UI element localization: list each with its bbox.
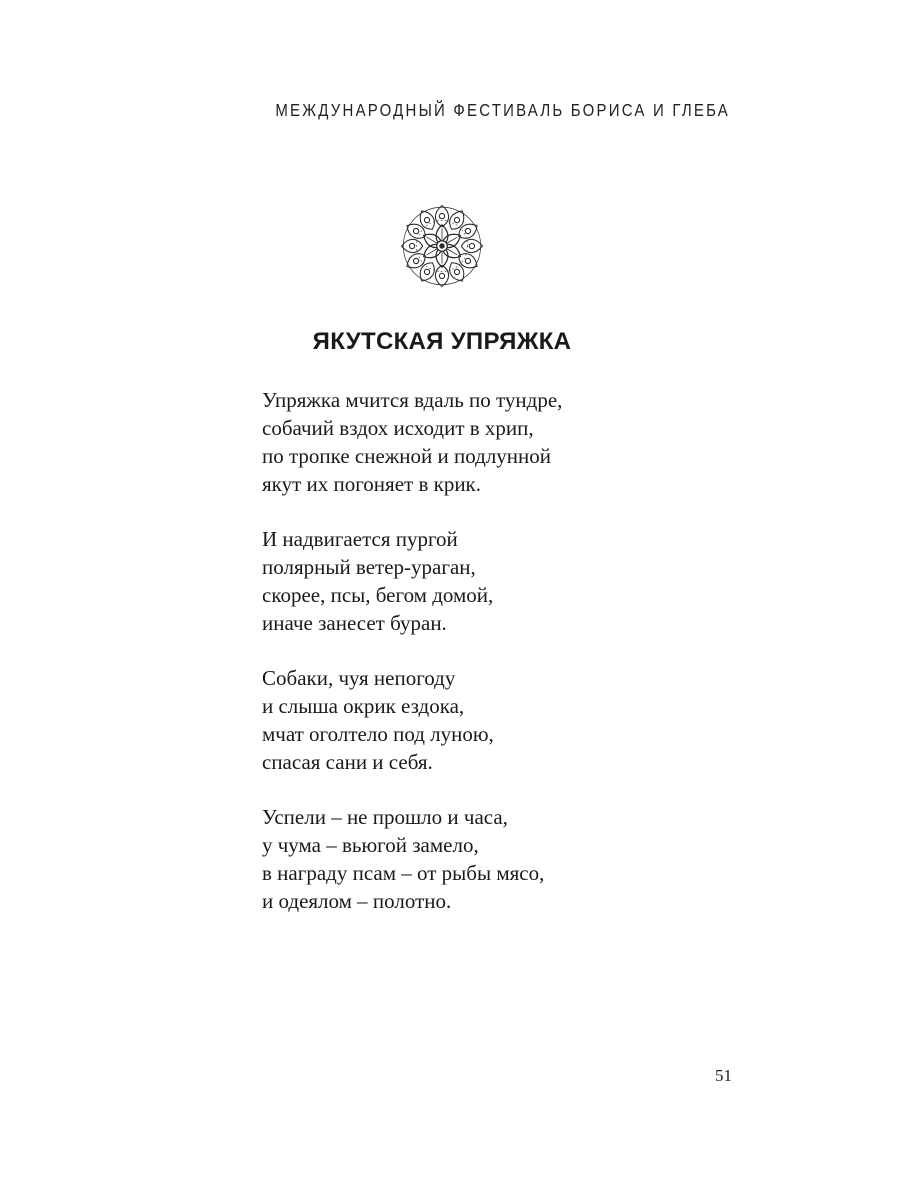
poem-line: и одеялом – полотно. <box>262 889 452 913</box>
running-header: МЕЖДУНАРОДНЫЙ ФЕСТИВАЛЬ БОРИСА И ГЛЕБА <box>275 101 730 121</box>
mandala-flower-icon <box>398 202 486 290</box>
poem-body <box>262 386 722 942</box>
poem-line: якут их погоняет в крик. <box>262 472 482 496</box>
stanza <box>262 525 722 637</box>
poem-line: по тропке снежной и подлунной <box>262 444 552 468</box>
stanza <box>262 664 722 776</box>
poem-line: в награду псам – от рыбы мясо, <box>262 861 545 885</box>
stanza <box>262 386 722 498</box>
stanza <box>262 803 722 915</box>
poem-line: скорее, псы, бегом домой, <box>262 583 494 607</box>
poem-line: Собаки, чуя непогоду <box>262 666 456 690</box>
poem-line: мчат оголтело под луною, <box>262 722 494 746</box>
poem-title: ЯКУТСКАЯ УПРЯЖКА <box>312 328 572 355</box>
poem-line: собачий вздох исходит в хрип, <box>262 416 534 440</box>
poem-line: И надвигается пургой <box>262 527 458 551</box>
poem-line: иначе занесет буран. <box>262 611 447 635</box>
poem-line: и слыша окрик ездока, <box>262 694 465 718</box>
poem-line: спасая сани и себя. <box>262 750 433 774</box>
poem-line: у чума – вьюгой замело, <box>262 833 479 857</box>
poem-line: Упряжка мчится вдаль по тундре, <box>262 388 563 412</box>
poem-line: Успели – не прошло и часа, <box>262 805 508 829</box>
page-number: 51 <box>715 1066 732 1085</box>
poem-line: полярный ветер-ураган, <box>262 555 476 579</box>
